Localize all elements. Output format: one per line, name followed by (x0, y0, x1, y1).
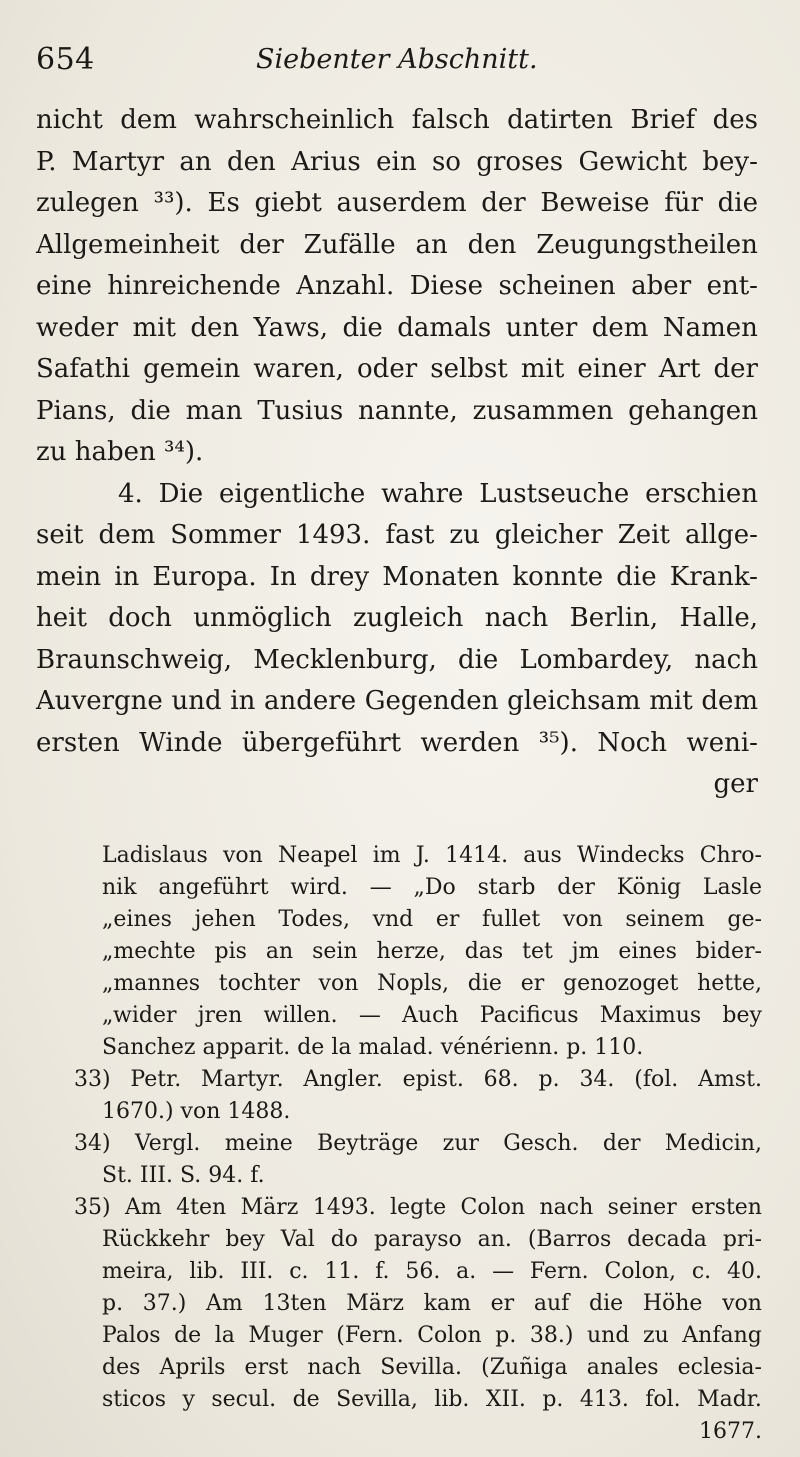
paragraph-start: 4. Die eigentliche wahre Lustseuche erschien (118, 478, 758, 509)
text-line: seit dem Sommer 1493. fast zu gleicher Zeit allge- (36, 520, 758, 550)
running-head: Siebenter Abschnitt. (256, 44, 538, 75)
footnote-line: meira, lib. III. c. 11. f. 56. a. — Fern. Colon, c. 40. (102, 1259, 762, 1284)
footnote-line: „eines jehen Todes, vnd er fullet von seinem ge- (102, 907, 762, 932)
text-line: P. Martyr an den Arius ein so groses Gewicht bey- (36, 146, 758, 177)
footnote-line: 1670.) von 1488. (102, 1099, 291, 1124)
footnote-line: „wider jren willen. — Auch Pacificus Maximus bey (102, 1003, 762, 1028)
text-line: Auvergne und in andere Gegenden gleichsam mit dem (36, 686, 758, 716)
footnote-line: nik angeführt wird. — „Do starb der König Lasle (102, 875, 762, 900)
catchword: ger (713, 769, 758, 799)
page-header (36, 42, 760, 82)
text-line: zulegen ³³). Es giebt auserdem der Beweise für die (36, 188, 758, 218)
footnote-line: „mannes tochter von Nopls, die er genozoget hette, (102, 971, 762, 996)
footnote-line: des Aprils erst nach Sevilla. (Zuñiga anales eclesia- (102, 1355, 762, 1380)
text-line: nicht dem wahrscheinlich falsch datirten Brief des (36, 105, 758, 135)
text-line: eine hinreichende Anzahl. Diese scheinen aber ent- (36, 271, 758, 301)
footnote-line: Sanchez apparit. de la malad. vénérienn. p. 110. (102, 1035, 644, 1060)
text-line: mein in Europa. In drey Monaten konnte die Krank- (36, 561, 758, 592)
text-line: Safathi gemein waren, oder selbst mit einer Art der (36, 354, 758, 384)
footnote-line: St. III. S. 94. f. (102, 1163, 265, 1188)
page-number: 654 (36, 42, 95, 77)
text-line: zu haben ³⁴). (36, 437, 204, 467)
footnote-line: Palos de la Muger (Fern. Colon p. 38.) und zu Anfang (102, 1323, 762, 1348)
footnote-line: p. 37.) Am 13ten März kam er auf die Höhe von (102, 1291, 762, 1316)
text-line: ersten Winde übergeführt werden ³⁵). Noch weni- (36, 727, 758, 758)
footnote-line: sticos y secul. de Sevilla, lib. XII. p. 413. fol. Madr. (102, 1387, 762, 1412)
text-line: Allgemeinheit der Zufälle an den Zeugungstheilen (36, 229, 758, 260)
footnote-line: Ladislaus von Neapel im J. 1414. aus Windecks Chro- (102, 843, 762, 868)
text-line: Pians, die man Tusius nannte, zusammen gehangen (36, 395, 758, 426)
text-line: weder mit den Yaws, die damals unter dem Namen (36, 312, 758, 343)
text-line: heit doch unmöglich zugleich nach Berlin, Halle, (36, 603, 758, 633)
footnote-33: 33) Petr. Martyr. Angler. epist. 68. p. 34. (fol. Amst. (74, 1067, 762, 1092)
footnote-line: Rückkehr bey Val do parayso an. (Barros decada pri- (102, 1227, 762, 1252)
text-line: Braunschweig, Mecklenburg, die Lombardey, nach (36, 644, 758, 675)
footnote-line: „mechte pis an sein herze, das tet jm eines bider- (102, 939, 762, 964)
footnotes (36, 840, 762, 1448)
main-text (36, 100, 758, 806)
footnote-line: 1677. (699, 1419, 762, 1444)
footnote-35: 35) Am 4ten März 1493. legte Colon nach seiner ersten (74, 1195, 762, 1220)
footnote-34: 34) Vergl. meine Beyträge zur Gesch. der Medicin, (74, 1131, 762, 1156)
